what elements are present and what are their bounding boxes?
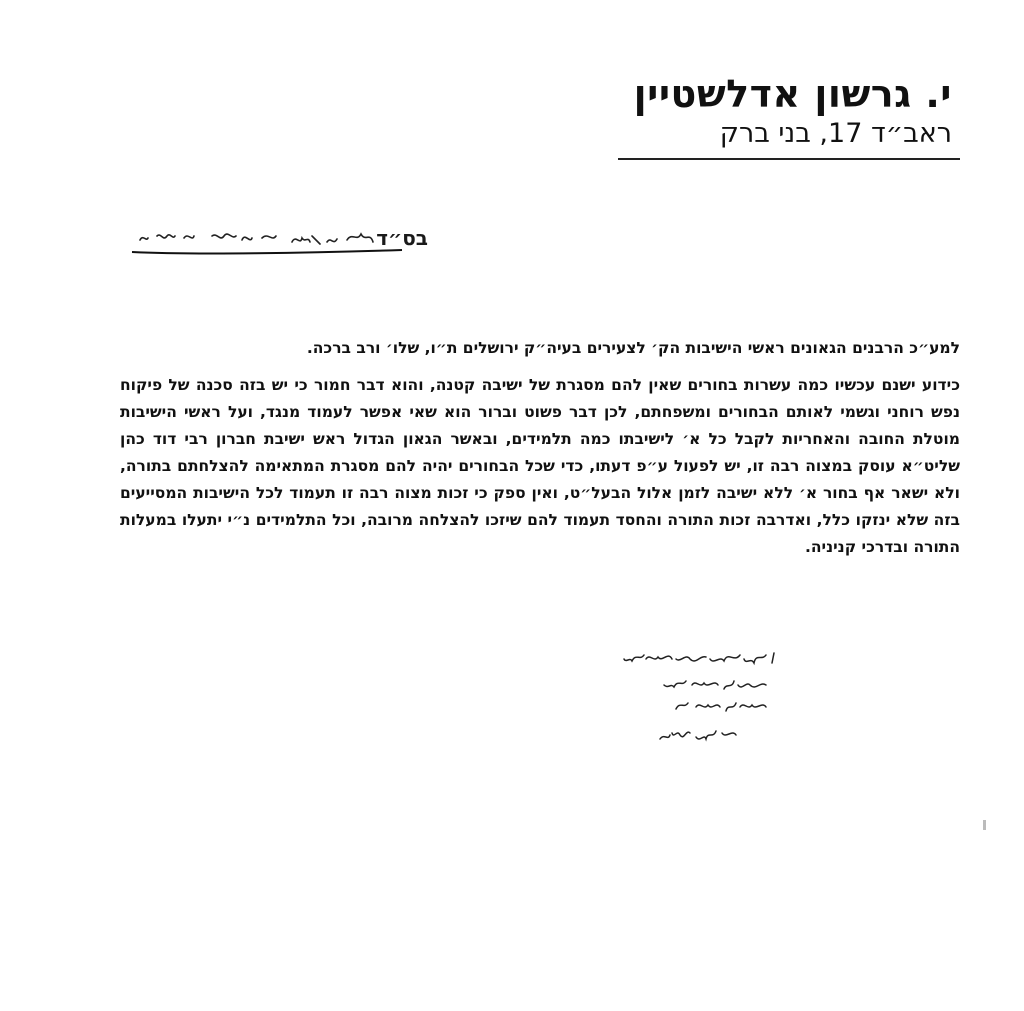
- letterhead-divider: [618, 158, 960, 160]
- bsd-heading: בס״ד: [376, 226, 428, 250]
- letterhead-address: ראב״ד 17, בני ברק: [719, 118, 952, 149]
- letter-body: [120, 335, 960, 561]
- letter-salutation: למע״כ הרבנים הגאונים ראשי הישיבות הק׳ לצעירים בעיה״ק ירושלים ת״ו, שלו׳ ורב ברכה.: [306, 339, 960, 357]
- scan-speck: [983, 820, 986, 830]
- letterhead-name: י. גרשון אדלשטיין: [633, 72, 952, 116]
- letter-paragraph: כידוע ישנם עכשיו כמה עשרות בחורים שאין להם מסגרת של ישיבה קטנה, והוא דבר חמור כי יש בזה סכנה של פיקוח נפש רוחני וגשמי לאותם הבחורים ומשפחתם, לכן דבר פשוט וברור הוא שאי אפשר לעמוד מנגד, ועל ראשי הישיבות מוטלת החובה והאחריות לקבל כל א׳ לישיבתו כמה תלמידים, ובאשר הגאון הגדול ראש ישיבת חברון רבי דוד כהן שליט״א עוסק במצוה רבה זו, יש לפעול ע״פ דעתו, כדי שכל הבחורים יהיה להם מסגרת המתאימה להצלחתם בתורה, ולא ישאר אף בחור א׳ ללא ישיבה לזמן אלול הבעל״ט, ואין ספק כי זכות מצוה רבה זו תעמוד לכל הישיבות המסייעים בזה שלא ינזקו כלל, ואדרבה זכות התורה והחסד תעמוד להם שיזכו להצלחה מרובה, וכל התלמידים נ״י יתעלו במעלות התורה ובדרכי קניניה.: [120, 376, 960, 556]
- handwritten-signature: [616, 645, 786, 765]
- handwritten-date: [112, 222, 412, 262]
